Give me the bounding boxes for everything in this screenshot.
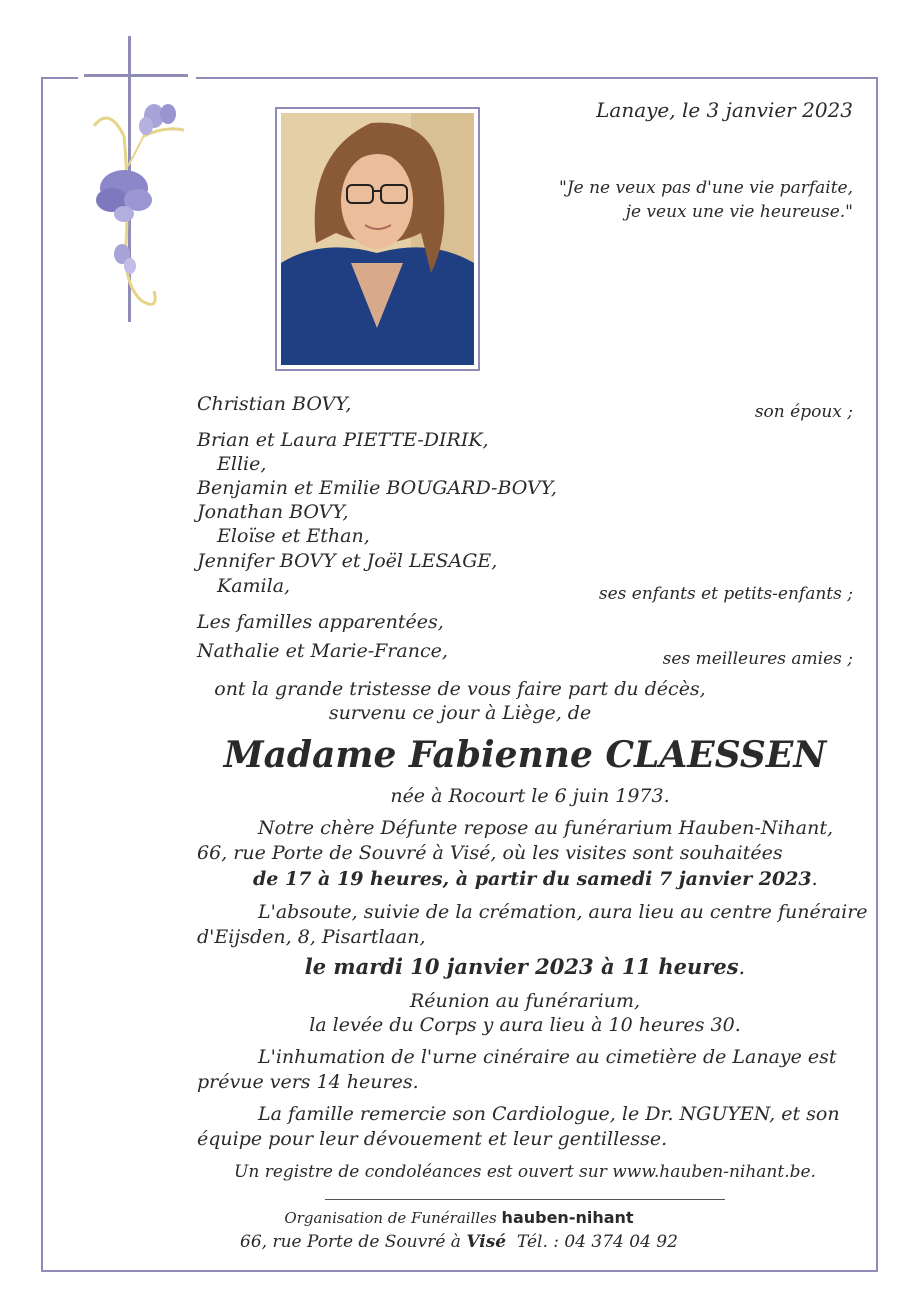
family-line: Ellie, (217, 453, 267, 475)
ceremony-period: . (738, 955, 746, 979)
family-line: Jennifer BOVY et Joël LESAGE, (197, 550, 498, 572)
portrait-photo (281, 113, 474, 365)
birth-line: née à Rocourt le 6 juin 1973. (390, 785, 670, 807)
footer-address-line (200, 1232, 718, 1252)
spouse-name: Christian BOVY, (197, 393, 352, 415)
deceased-name: Madame Fabienne CLAESSEN (223, 734, 827, 776)
ceremony-date: le mardi 10 janvier 2023 à 11 heures (304, 954, 739, 979)
rest-line-2: 66, rue Porte de Souvré à Visé, où les visites sont souhaitées (197, 842, 783, 864)
family-line: Brian et Laura PIETTE-DIRIK, (197, 429, 489, 451)
children-role: ses enfants et petits-enfants ; (598, 584, 853, 604)
urn-line-1: L'inhumation de l'urne cinéraire au cimetière de Lanaye est (258, 1046, 837, 1068)
urn-line-2: prévue vers 14 heures. (197, 1071, 419, 1093)
meeting-line-2: la levée du Corps y aura lieu à 10 heures 30. (309, 1014, 741, 1036)
footer-city: Visé (466, 1232, 507, 1252)
footer-org-prefix: Organisation de Funérailles (284, 1209, 497, 1227)
portrait-frame (275, 107, 480, 371)
register-line: Un registre de condoléances est ouvert sur www.hauben-nihant.be. (234, 1162, 816, 1182)
friends-line: Nathalie et Marie-France, (197, 640, 448, 662)
thanks-line-1: La famille remercie son Cardiologue, le Dr. NGUYEN, et son (258, 1103, 840, 1125)
visit-hours-text: de 17 à 19 heures, à partir du samedi 7 janvier 2023 (253, 868, 812, 890)
visit-hours-period: . (811, 868, 818, 890)
footer-brand: hauben-nihant (501, 1208, 634, 1227)
cross-bar (84, 74, 188, 77)
ceremony-date-line (150, 955, 900, 979)
date-line: Lanaye, le 3 janvier 2023 (596, 98, 853, 122)
spouse-role: son époux ; (754, 402, 853, 422)
family-line: Kamila, (217, 575, 291, 597)
announcement-line-1: ont la grande tristesse de vous faire part du décès, (214, 678, 706, 700)
flower-icon (84, 96, 196, 328)
meeting-line-1: Réunion au funérarium, (409, 990, 641, 1012)
family-line: Benjamin et Emilie BOUGARD-BOVY, (197, 477, 557, 499)
footer-org-line (200, 1208, 718, 1227)
family-line: Eloïse et Ethan, (217, 525, 370, 547)
footer-phone: Tél. : 04 374 04 92 (516, 1232, 678, 1252)
friends-role: ses meilleures amies ; (662, 649, 853, 669)
thanks-line-2: équipe pour leur dévouement et leur gentillesse. (197, 1128, 668, 1150)
family-line: Jonathan BOVY, (197, 501, 349, 523)
rest-line-1: Notre chère Défunte repose au funérarium Hauben-Nihant, (258, 817, 834, 839)
relatives-line: Les familles apparentées, (197, 611, 444, 633)
footer-address: 66, rue Porte de Souvré à (240, 1232, 461, 1252)
visit-hours (253, 867, 818, 891)
absoute-line-2: d'Eijsden, 8, Pisartlaan, (197, 926, 426, 948)
quote-line-1: "Je ne veux pas d'une vie parfaite, (559, 178, 853, 198)
quote-line-2: je veux une vie heureuse." (625, 202, 853, 222)
announcement-line-2: survenu ce jour à Liège, de (328, 702, 592, 724)
absoute-line-1: L'absoute, suivie de la crémation, aura lieu au centre funéraire (258, 901, 868, 923)
footer-separator (325, 1199, 725, 1200)
